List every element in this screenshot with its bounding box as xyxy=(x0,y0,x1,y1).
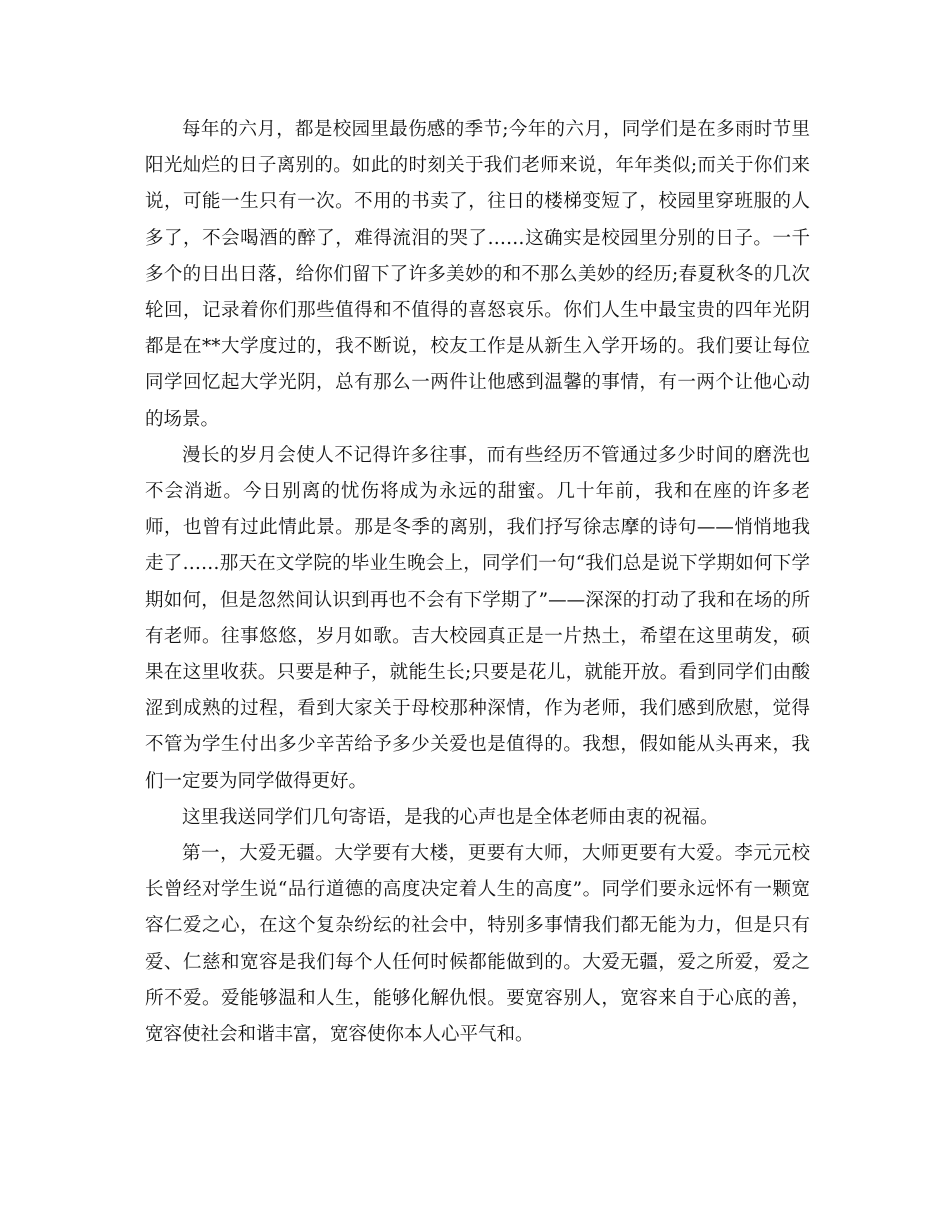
document-body xyxy=(145,112,810,1053)
paragraph-4: 第一，大爱无疆。大学要有大楼，更要有大师，大师更要有大爱。李元元校长曾经对学生说“品行道德的高度决定着人生的高度”。同学们要永远怀有一颗宽容仁爱之心，在这个复杂纷纭的社会中，特别多事情我们都无能为力，但是只有爱、仁慈和宽容是我们每个人任何时候都能做到的。大爱无疆，爱之所爱，爱之所不爱。爱能够温和人生，能够化解仇恨。要宽容别人，宽容来自于心底的善，宽容使社会和谐丰富，宽容使你本人心平气和。 xyxy=(145,843,810,1046)
paragraph-1: 每年的六月，都是校园里最伤感的季节;今年的六月，同学们是在多雨时节里阳光灿烂的日子离别的。如此的时刻关于我们老师来说，年年类似;而关于你们来说，可能一生只有一次。不用的书卖了，往日的楼梯变短了，校园里穿班服的人多了，不会喝酒的醉了，难得流泪的哭了……这确实是校园里分别的日子。一千多个的日出日落，给你们留下了许多美妙的和不那么美妙的经历;春夏秋冬的几次轮回，记录着你们那些值得和不值得的喜怒哀乐。你们人生中最宝贵的四年光阴都是在**大学度过的，我不断说，校友工作是从新生入学开场的。我们要让每位同学回忆起大学光阴，总有那么一两件让他感到温馨的事情，有一两个让他心动的场景。 xyxy=(145,119,810,430)
paragraph-2: 漫长的岁月会使人不记得许多往事，而有些经历不管通过多少时间的磨洗也不会消逝。今日别离的忧伤将成为永远的甜蜜。几十年前，我和在座的许多老师，也曾有过此情此景。那是冬季的离别，我们抒写徐志摩的诗句——悄悄地我走了……那天在文学院的毕业生晚会上，同学们一句“我们总是说下学期如何下学期如何，但是忽然间认识到再也不会有下学期了”——深深的打动了我和在场的所有老师。往事悠悠，岁月如歌。吉大校园真正是一片热土，希望在这里萌发，硕果在这里收获。只要是种子，就能生长;只要是花儿，就能开放。看到同学们由酸涩到成熟的过程，看到大家关于母校那种深情，作为老师，我们感到欣慰，觉得不管为学生付出多少辛苦给予多少关爱也是值得的。我想，假如能从头再来，我们一定要为同学做得更好。 xyxy=(145,444,810,792)
paragraph-3: 这里我送同学们几句寄语，是我的心声也是全体老师由衷的祝福。 xyxy=(182,806,719,828)
